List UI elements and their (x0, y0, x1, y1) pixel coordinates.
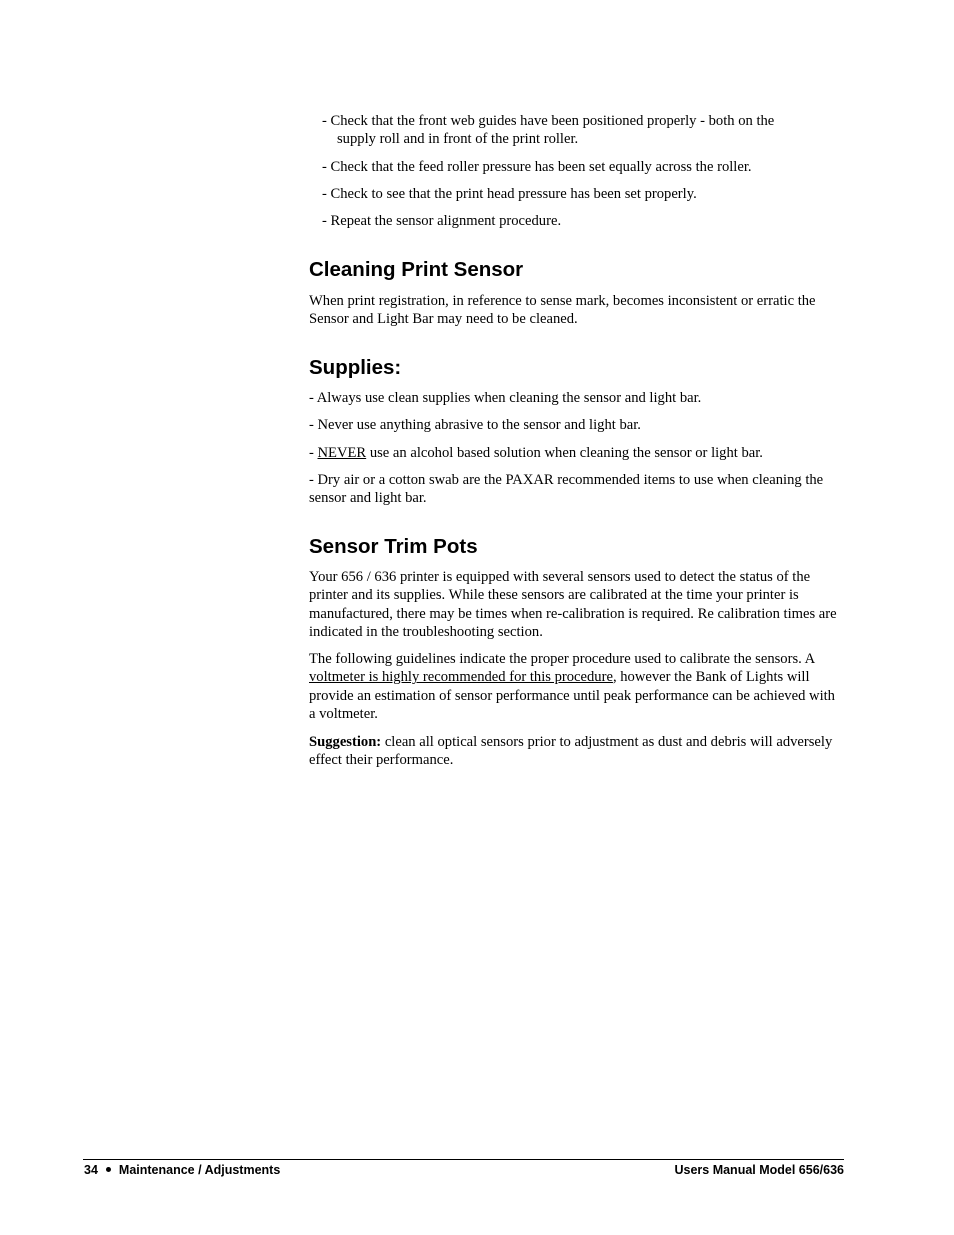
suggestion-paragraph (309, 733, 844, 770)
list-item (322, 212, 822, 230)
supplies-item: - Always use clean supplies when cleaning the sensor and light bar. (309, 390, 702, 406)
list-item-line: - Check that the feed roller pressure has been set equally across the roller. (322, 159, 752, 175)
voltmeter-note: voltmeter is highly recommended for this procedure (309, 669, 613, 686)
footer-left (84, 1162, 280, 1178)
list-item (322, 185, 822, 203)
cleaning-body: When print registration, in reference to sense mark, becomes inconsistent or erratic the Sensor and Light Bar may need to be cleaned. (309, 293, 816, 328)
list-item-line: - Check to see that the print head pressure has been set properly. (322, 186, 697, 202)
footer-divider (83, 1159, 844, 1160)
list-item-line: - Repeat the sensor alignment procedure. (322, 213, 562, 229)
list-item-continuation: supply roll and in front of the print roller. (337, 131, 579, 148)
cleaning-heading: Cleaning Print Sensor (309, 258, 524, 281)
trim-pots-para2 (309, 650, 844, 724)
supplies-item: - Never use anything abrasive to the sensor and light bar. (309, 417, 641, 433)
bullet-icon (106, 1167, 111, 1172)
page-number: 34 (84, 1163, 98, 1177)
para2-start: The following guidelines indicate the proper procedure used to calibrate the sensors. A (309, 651, 815, 667)
para2-end: , however the Bank of Lights will provide an estimation of sensor performance until peak performance can be achieved with a voltmeter. (309, 669, 835, 723)
list-item (322, 158, 822, 176)
supplies-item-never (309, 444, 844, 462)
section-name: Maintenance / Adjustments (118, 1163, 281, 1177)
trim-pots-para1: Your 656 / 636 printer is equipped with several sensors used to detect the status of the printer and its supplies. While these sensors are calibrated at the time your printer is manufactured, there may be times when re-calibration is required. Re calibration times are indicated in the troubleshooting section. (309, 569, 837, 641)
trim-pots-heading: Sensor Trim Pots (309, 535, 478, 558)
suggestion-label: Suggestion: (309, 734, 382, 750)
list-item-line: - Check that the front web guides have been positioned properly - both on the (322, 113, 775, 129)
list-item (322, 112, 822, 149)
never-word: NEVER (317, 445, 367, 461)
never-rest: use an alcohol based solution when cleaning the sensor or light bar. (366, 445, 763, 461)
footer-manual-title: Users Manual Model 656/636 (674, 1163, 844, 1177)
supplies-heading: Supplies: (309, 356, 402, 379)
supplies-item-dry-air: - Dry air or a cotton swab are the PAXAR recommended items to use when cleaning the sensor and light bar. (309, 472, 824, 507)
never-prefix: - (309, 445, 318, 461)
suggestion-text: clean all optical sensors prior to adjustment as dust and debris will adversely effect their performance. (309, 734, 833, 769)
